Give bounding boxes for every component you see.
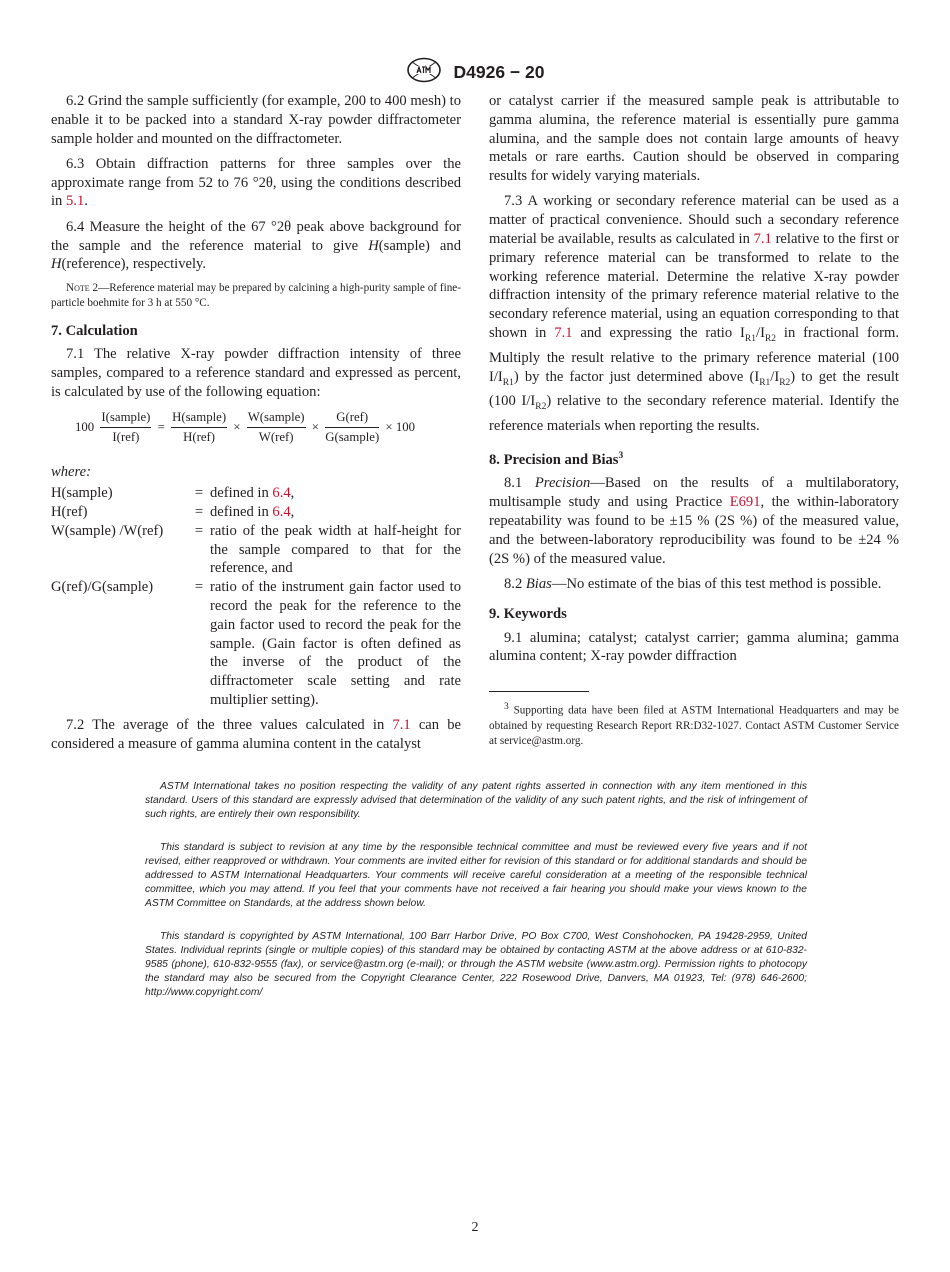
link-7-1[interactable]: 7.1 [554,325,573,342]
eq-fraction-4: $\frac{\text{G(ref)}}{\text{G(sample)}}$ [325,410,380,445]
eq-tail: × 100 [385,420,416,435]
paragraph-8-2: 8.2 Bias—No estimate of the bias of this test method is possible. [504,575,882,592]
definition-row: W(sample) /W(ref) = ratio of the peak width at half-height for the sample compared to that for the reference, and [51,522,461,577]
paragraph-9-1: 9.1 alumina; catalyst; catalyst carrier; gamma alumina; gamma alumina content; X-ray powder diffraction [489,629,899,665]
footnote-divider [489,691,589,692]
eq-fraction-1: $\frac{\text{I(sample)}}{\text{I(ref)}}$ [101,410,151,445]
note-2: Note 2—Reference material may be prepared by calcining a high-purity sample of fine-particle boehmite for 3 h at 550 °C. [51,281,461,309]
paragraph-7-2-continued: or catalyst carrier if the measured sample peak is attributable to gamma alumina, the reference material is essentially pure gamma alumina, and the sample does not contain large amounts of heavy metals or rare earths. Caution should be observed in comparing results for widely varying materials. [489,93,899,185]
definition-row: G(ref)/G(sample) = ratio of the instrument gain factor used to record the peak for the reference to the gain factor used to record the peak for the sample. (Gain factor is often defined as the inverse of the product of the diffractometer scale setting and rate multiplier setting). [51,579,461,708]
left-column [51,92,461,760]
definitions-table [51,484,461,710]
section-8-heading: 8. Precision and Bias$^3$ [489,450,624,468]
eq-fraction-2: $\frac{\text{H(sample)}}{\text{H(ref)}}$ [172,410,227,445]
right-column [489,92,899,749]
equation: 100 $\frac{\text{I(sample)}}{\text{I(ref)}}$ = $\frac{\text{H(sample)}}{\text{H(ref)}}$ × $\frac{\text{W(sample)}}{\text{W(ref)}}$ × $\frac{\text{G(ref)}}{\text{G(sample)}}$ × 100 [51,408,461,454]
definition-row: H(ref) = defined in 6.4, [51,503,295,520]
paragraph-8-1: 8.1 Precision—Based on the results of a multilaboratory, multisample study and using Practice E691, the within-laboratory repeatability was found to be ±15 % (2S %) of the measured value, and the between-laboratory reproducibility was found to be ±24 % (2S %) of the measured value. [489,475,900,567]
section-9-heading: 9. Keywords [489,605,567,622]
paragraph-6-3: 6.3 Obtain diffraction patterns for three samples over the approximate range from 52 to 76 °2θ, using the conditions described in 5.1. [51,155,461,210]
patent-notice: ASTM International takes no position respecting the validity of any patent rights asserted in connection with any item mentioned in this standard. Users of this standard are expressly advised that determination of the validity of any such patent rights, and the risk of infringement of such rights, are entirely their own responsibility. [145,781,807,820]
standard-code: D4926 − 20 [453,62,545,82]
revision-notice: This standard is subject to revision at any time by the responsible technical committee and must be reviewed every five years and if not revised, either reapproved or withdrawn. Your comments are invited either for revision of this standard or for additional standards and should be addressed to ASTM International Headquarters. Your comments will receive careful consideration at a meeting of the responsible technical committee, which you may attend. If you feel that your comments have not received a fair hearing you should make your views known to the ASTM Committee on Standards, at the address shown below. [145,842,807,909]
paragraph-6-4: 6.4 Measure the height of the 67 °2θ peak above background for the sample and the reference material to give H(sample) and H(reference), respectively. [51,218,461,273]
link-6-4[interactable]: 6.4 [272,503,291,520]
page-number: 2 [471,1220,479,1235]
link-e691[interactable]: E691 [729,494,761,511]
copyright-notice: This standard is copyrighted by ASTM International, 100 Barr Harbor Drive, PO Box C700, West Conshohocken, PA 19428-2959, United States. Individual reprints (single or multiple copies) of this standard may be obtained by contacting ASTM at the above address or at 610-832-9585 (phone), 610-832-9555 (fax), or service@astm.org (e-mail); or through the ASTM website (www.astm.org). Permission rights to photocopy the standard may also be secured from the Copyright Clearance Center, 222 Rosewood Drive, Danvers, MA 01923, Tel: (978) 646-2600; http://www.copyright.com/ [145,931,807,998]
paragraph-6-2: 6.2 Grind the sample sufficiently (for example, 200 to 400 mesh) to enable it to be packed into a standard X-ray powder diffractometer sample holder and mounted on the diffractometer. [51,93,461,147]
section-7-heading: 7. Calculation [51,322,138,339]
paragraph-7-2: 7.2 The average of the three values calculated in 7.1 can be considered a measure of gamma alumina content in the catalyst [51,716,462,752]
eq-fraction-3: $\frac{\text{W(sample)}}{\text{W(ref)}}$ [247,410,305,445]
link-5-1[interactable]: 5.1 [66,193,85,210]
page-header [0,57,950,88]
link-7-1[interactable]: 7.1 [392,716,411,733]
eq-lead: 100 [75,420,95,435]
where-label: where: [51,464,91,481]
link-7-1[interactable]: 7.1 [753,231,772,248]
link-6-4[interactable]: 6.4 [272,485,291,502]
paragraph-7-1: 7.1 The relative X-ray powder diffraction intensity of three samples, compared to a reference standard and expressed as percent, is calculated by use of the following equation: [51,346,461,401]
footnote-3: $^3$ Supporting data have been filed at ASTM International Headquarters and may be obtained by requesting Research Report RR:D32-1027. Contact ASTM Customer Service at service@astm.org. [489,702,899,747]
definition-row: H(sample) = defined in 6.4, [51,485,295,502]
paragraph-7-3: 7.3 A working or secondary reference material can be used as a matter of practical convenience. Should such a secondary reference material be available, results as calculated in 7.1 relative to the first or primary reference material can be transformed to relate to the working reference material. Determine the relative X-ray powder diffraction intensity of the primary reference material relative to the secondary reference material, using an equation corresponding to that shown in 7.1 and expressing the ratio $I_{R1}/I_{R2}$ in fractional form. Multiply the result relative to the primary reference material (100 $I/I_{R1}$) by the factor just determined above $(I_{R1}/I_{R2})$ to get the result (100 $I/I_{R2}$) relative to the secondary reference material. Identify the reference materials when reporting the results. [489,193,899,434]
astm-logo-icon [406,57,442,88]
